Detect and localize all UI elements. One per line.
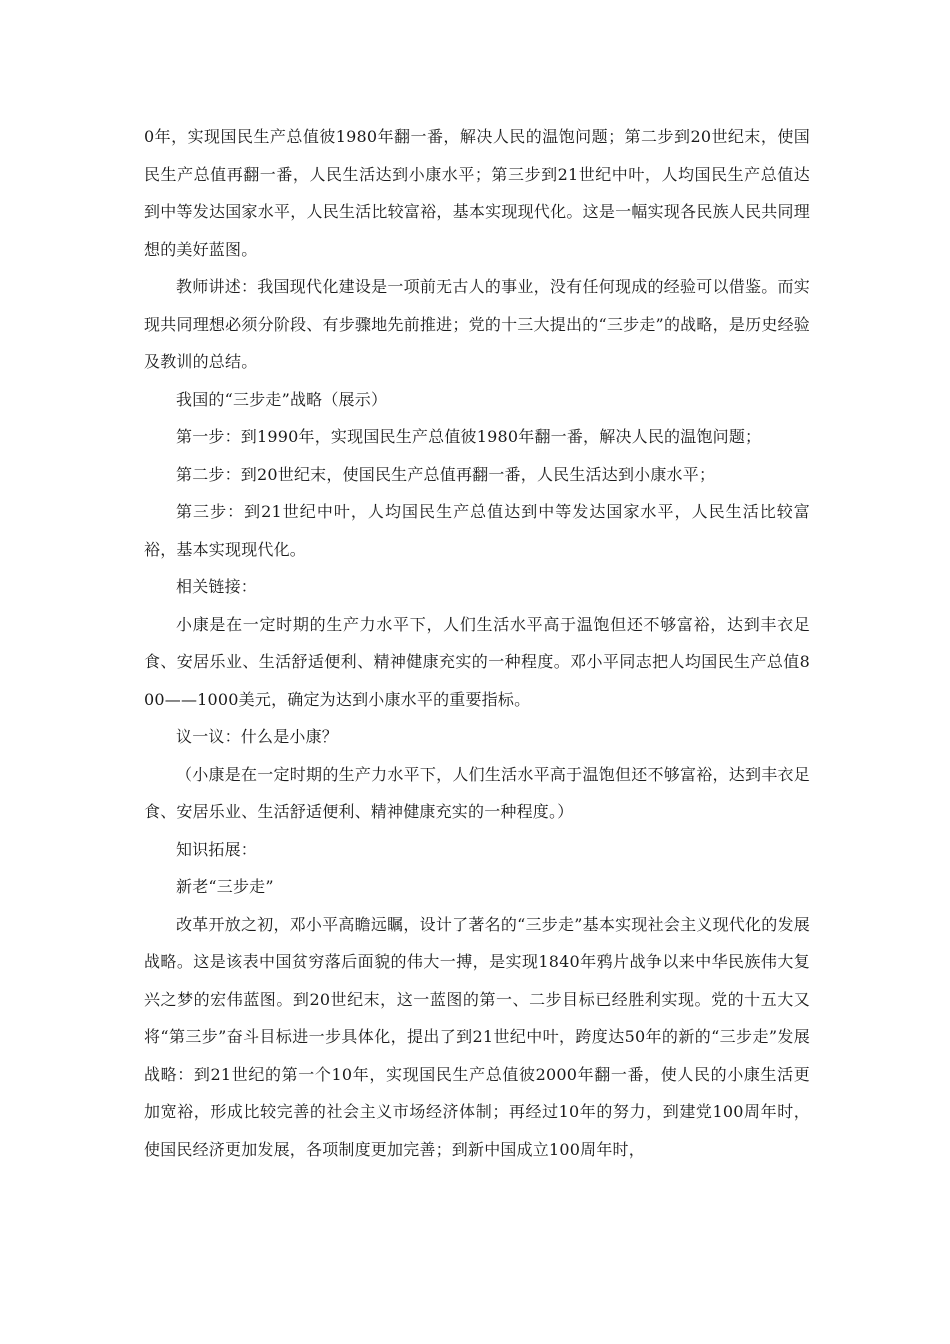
paragraph-step-three: 第三步：到21世纪中叶，人均国民生产总值达到中等发达国家水平，人民生活比较富裕，基本实现现代化。 — [144, 502, 810, 559]
paragraph-teacher-narration: 教师讲述：我国现代化建设是一项前无古人的事业，没有任何现成的经验可以借鉴。而实现共同理想必须分阶段、有步骤地先前推进；党的十三大提出的“三步走”的战略，是历史经验及教训的总结。 — [144, 277, 810, 371]
paragraph-discussion-answer: （小康是在一定时期的生产力水平下，人们生活水平高于温饱但还不够富裕，达到丰衣足食、安居乐业、生活舒适便利、精神健康充实的一种程度。） — [144, 764, 810, 821]
paragraph-related-link-heading: 相关链接： — [176, 577, 258, 596]
paragraph-reform-strategy: 改革开放之初，邓小平高瞻远瞩，设计了著名的“三步走”基本实现社会主义现代化的发展战略。这是该表中国贫穷落后面貌的伟大一搏，是实现1840年鸦片战争以来中华民族伟大复兴之梦的宏伟蓝图。到20世纪末，这一蓝图的第一、二步目标已经胜利实现。党的十五大又将“第三步”奋斗目标进一步具体化，提出了到21世纪中叶，跨度达50年的新的“三步走”发展战略：到21世纪的第一个10年，实现国民生产总值彼2000年翻一番，使人民的小康生活更加宽裕，形成比较完善的社会主义市场经济体制；再经过10年的努力，到建党100周年时，使国民经济更加发展，各项制度更加完善；到新中国成立100周年时， — [144, 914, 810, 1159]
paragraph-strategy-heading: 我国的“三步走”战略（展示） — [176, 389, 388, 409]
paragraph-xiaokang-definition: 小康是在一定时期的生产力水平下，人们生活水平高于温饱但还不够富裕，达到丰衣足食、安居乐业、生活舒适便利、精神健康充实的一种程度。邓小平同志把人均国民生产总值800——1000美元，确定为达到小康水平的重要指标。 — [144, 614, 810, 709]
paragraph-step-one: 第一步：到1990年，实现国民生产总值彼1980年翻一番，解决人民的温饱问题； — [176, 427, 762, 446]
document-body — [144, 118, 810, 1168]
paragraph-new-old-three-steps-title: 新老“三步走” — [176, 877, 274, 896]
paragraph-knowledge-extension-heading: 知识拓展： — [176, 839, 258, 859]
paragraph-step-two: 第二步：到20世纪末，使国民生产总值再翻一番，人民生活达到小康水平； — [176, 464, 716, 484]
paragraph-plan-continuation: 0年，实现国民生产总值彼1980年翻一番，解决人民的温饱问题；第二步到20世纪末，使国民生产总值再翻一番，人民生活达到小康水平；第三步到21世纪中叶，人均国民生产总值达到中等发达国家水平，人民生活比较富裕，基本实现现代化。这是一幅实现各民族人民共同理想的美好蓝图。 — [144, 127, 810, 259]
paragraph-discussion-question: 议一议：什么是小康？ — [176, 727, 339, 746]
